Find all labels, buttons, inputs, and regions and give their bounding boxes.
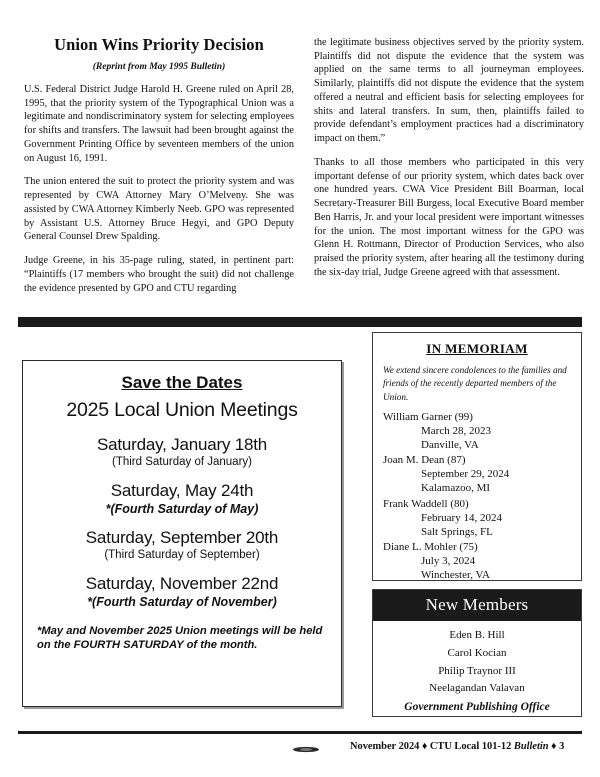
new-members-panel — [372, 589, 582, 717]
meeting-date: Saturday, May 24th — [110, 480, 254, 500]
footer-divider-rule — [18, 731, 582, 734]
in-memoriam-panel — [372, 332, 582, 581]
memoriam-name: Frank Waddell (80) — [383, 497, 469, 510]
in-memoriam-title: IN MEMORIAM — [426, 341, 528, 356]
footer-page-number: 3 — [559, 741, 565, 752]
memoriam-entry — [383, 540, 571, 582]
footer-separator-2: ♦ — [551, 741, 557, 752]
meeting-note: *(Fourth Saturday of November) — [87, 595, 277, 610]
article-section — [0, 0, 600, 316]
article-paragraph: U.S. Federal District Judge Harold H. Greene ruled on April 28, 1995, that the priority system of the Typographical Union was a legitimate and nondiscriminatory system for selecting employees for shifts and transfers. The lawsuit had been brought against the Government Printing Office by seventeen members of the union on August 16, 1991. — [24, 83, 294, 164]
footer-date: November 2024 — [350, 741, 420, 752]
article-paragraph: The union entered the suit to protect the priority system and was represented by CWA Attorney Mary O’Melveny. She was assisted by CWA Attorney Kimberly Neeb. GPO was represented by Assistant U.S. Attorney Bruce Hegyi, and GPO Deputy General Counsel Drew Spalding. — [24, 176, 294, 243]
memoriam-place: Winchester, VA — [421, 568, 490, 581]
footer-separator-1: ♦ — [421, 741, 428, 752]
footer-text — [350, 741, 564, 752]
leaf-ornament-icon — [293, 746, 319, 753]
new-member-name: Philip Traynor III — [438, 664, 516, 677]
article-paragraph: the legitimate business objectives served by the priority system. Plaintiffs did not dispute the evidence that the system was applied on the same terms to all journeyman employees. Similarly, plaintiffs did not dispute the evidence that the system offered a neutral and efficient basis for selecting employees for shits and lateral transfers. In sum, then, plaintiffs failed to provide defendant’s employment practices had a discriminatory impact on them.” — [314, 37, 584, 145]
footer-organization: CTU Local 101-12 — [429, 741, 512, 752]
meeting-entry — [37, 528, 327, 563]
meeting-entry — [37, 435, 327, 470]
memoriam-date: March 28, 2023 — [421, 425, 491, 438]
meeting-note: (Third Saturday of January) — [112, 456, 252, 469]
new-member-name: Carol Kocian — [447, 646, 507, 659]
memoriam-name: William Garner (99) — [383, 411, 473, 424]
memoriam-place: Kalamazoo, MI — [421, 482, 491, 495]
memoriam-date: July 3, 2024 — [421, 554, 476, 567]
memoriam-place: Danville, VA — [421, 439, 479, 452]
memoriam-date: February 14, 2024 — [421, 511, 502, 524]
memoriam-entry — [383, 410, 571, 452]
meeting-note: *(Fourth Saturday of May) — [105, 502, 259, 517]
memoriam-date: September 29, 2024 — [421, 468, 510, 481]
meeting-date: Saturday, November 22nd — [85, 574, 279, 594]
reprint-note: (Reprint from May 1995 Bulletin) — [92, 61, 226, 72]
meeting-date: Saturday, January 18th — [96, 435, 268, 454]
meeting-entry — [37, 574, 327, 610]
new-members-title: New Members — [373, 590, 581, 621]
new-member-name: Eden B. Hill — [449, 629, 505, 641]
meeting-entry — [37, 481, 327, 517]
memoriam-place: Salt Springs, FL — [421, 525, 493, 538]
page-footer — [0, 740, 600, 770]
footer-publication: Bulletin — [513, 741, 549, 752]
save-the-dates-subtitle: 2025 Local Union Meetings — [66, 399, 298, 421]
save-the-dates-panel — [22, 360, 342, 707]
new-members-list — [373, 621, 581, 721]
article-column-right — [314, 36, 584, 316]
memoriam-name: Joan M. Dean (87) — [383, 454, 466, 467]
in-memoriam-intro: We extend sincere condolences to the families and friends of the recently departed members of the Union. — [383, 365, 567, 402]
article-paragraph: Judge Greene, in his 35-page ruling, stated, in pertinent part: “Plaintiffs (17 members who brought the suit) did not challenge the evidence presented by GPO and CTU regarding — [24, 255, 294, 294]
article-column-left — [24, 36, 294, 316]
new-member-organization: Government Publishing Office — [404, 701, 550, 714]
article-paragraph: Thanks to all those members who participated in this very important defense of our priority system, which dates back over one hundred years. CWA Vice President Bill Boarman, local Secretary-Treasurer Bill Burgess, local Executive Board member Ben Harris, Jr. and your local president were important witnesses for the union. The most important witness for the GPO was Glenn H. Rottmann, Director of Production Services, who also praised the priority system, after hearing all the testimony during the six-day trial, Judge Greene agreed with that assessment. — [314, 156, 584, 278]
memoriam-entry — [383, 497, 571, 539]
page-title: Union Wins Priority Decision — [54, 35, 264, 54]
memoriam-name: Diane L. Mohler (75) — [383, 540, 478, 553]
new-member-name: Neelagandan Valavan — [429, 682, 525, 695]
save-the-dates-footnote: *May and November 2025 Union meetings will be held on the FOURTH SATURDAY of the month. — [37, 624, 323, 652]
meeting-note: (Third Saturday of September) — [104, 549, 260, 562]
save-the-dates-title: Save the Dates — [121, 373, 243, 392]
memoriam-entry — [383, 453, 571, 495]
section-divider-rule — [18, 317, 582, 327]
meeting-date: Saturday, September 20th — [85, 528, 279, 548]
